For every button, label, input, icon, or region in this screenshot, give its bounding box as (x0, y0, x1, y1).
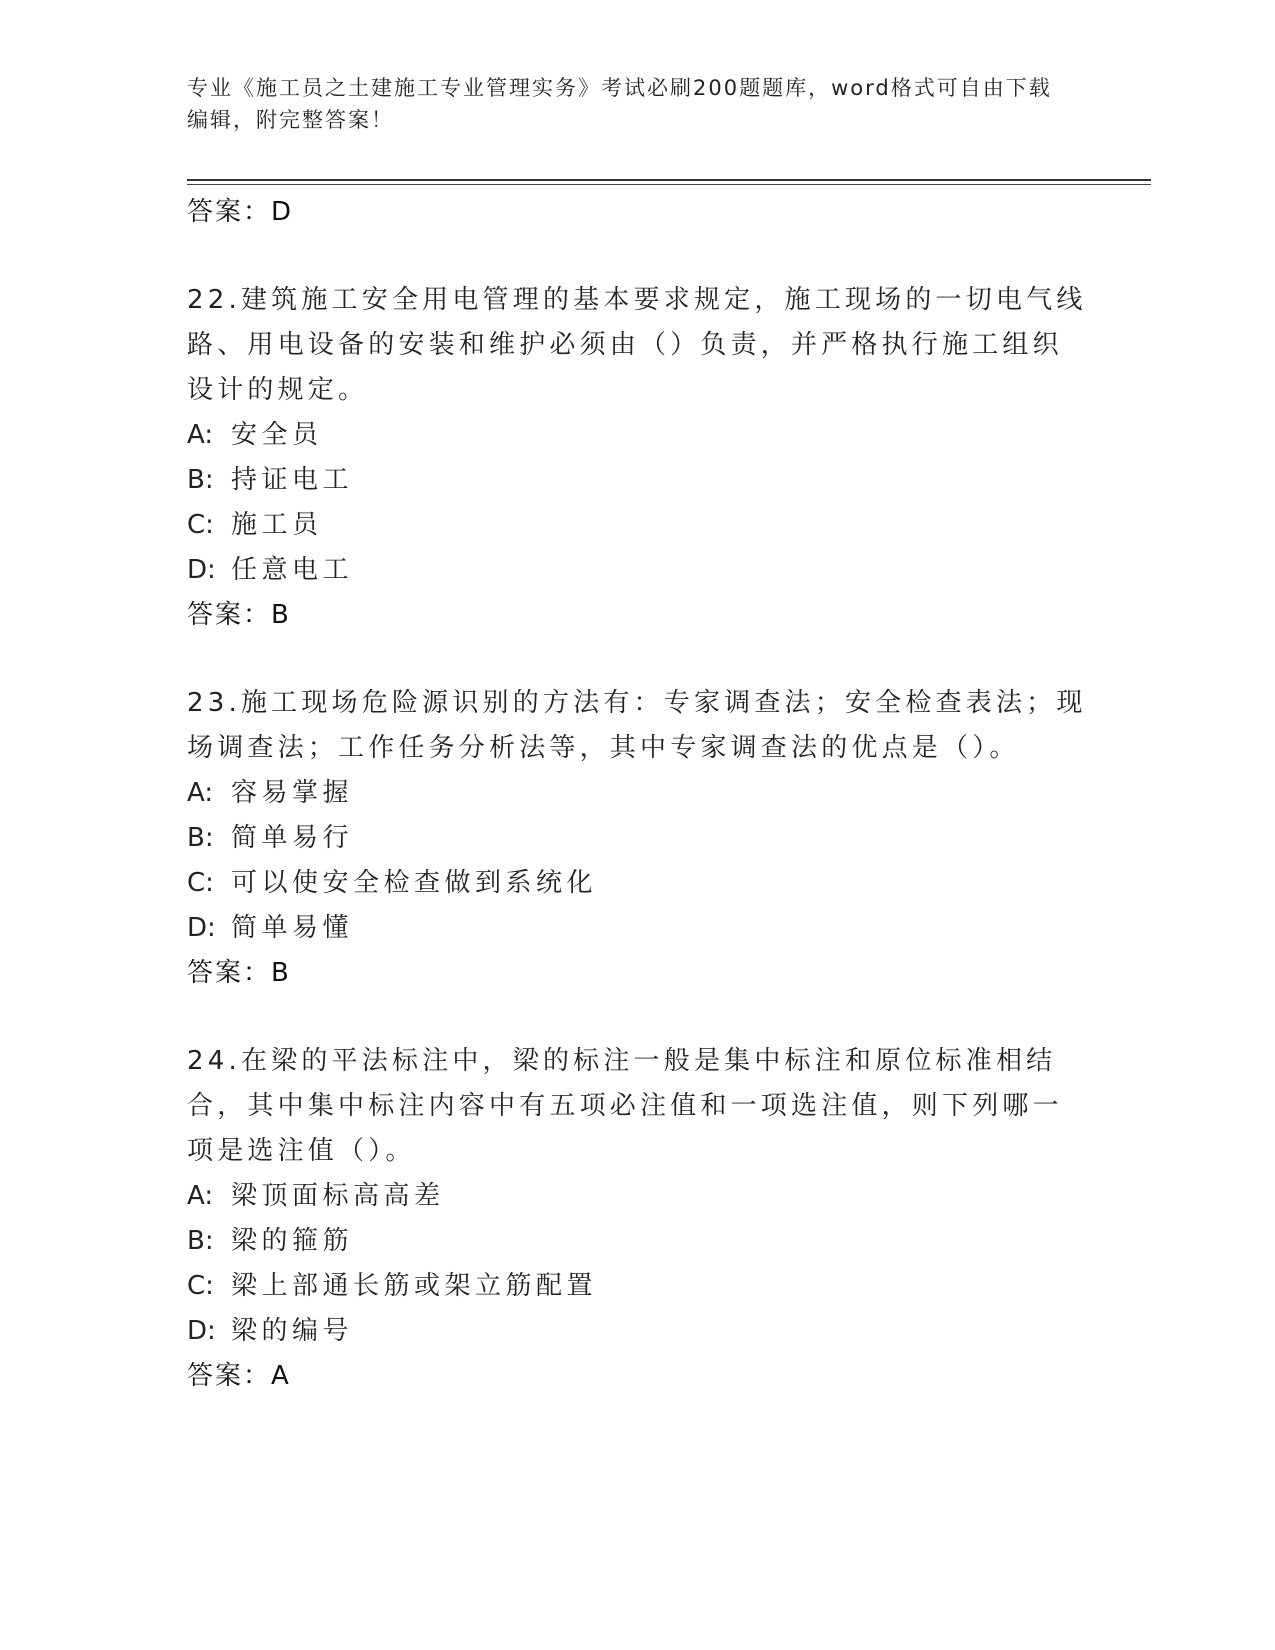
option-letter: A: (187, 1181, 214, 1211)
option-text: 可以使安全检查做到系统化 (231, 868, 598, 898)
question-24 (187, 1039, 1087, 1399)
question-answer: 答案：A (187, 1361, 291, 1391)
option-letter: D: (187, 555, 216, 585)
option-text: 梁顶面标高高差 (231, 1181, 445, 1211)
option-text: 简单易懂 (231, 913, 354, 943)
option-text: 梁的箍筋 (231, 1226, 354, 1256)
option-text: 任意电工 (231, 555, 354, 585)
option-c (187, 503, 1087, 548)
option-b (187, 1219, 1087, 1264)
option-text: 安全员 (231, 420, 323, 450)
question-22 (187, 278, 1087, 638)
question-answer: 答案：B (187, 958, 291, 988)
document-body (187, 190, 1087, 1399)
previous-question-answer: 答案：D (187, 197, 294, 227)
question-stem: 23.施工现场危险源识别的方法有：专家调查法；安全检查表法；现场调查法；工作任务分析法等，其中专家调查法的优点是（）。 (187, 688, 1087, 763)
option-letter: B: (187, 823, 214, 853)
header-divider (187, 179, 1151, 181)
option-letter: C: (187, 510, 214, 540)
option-b (187, 458, 1087, 503)
header-divider-thin (187, 184, 1151, 185)
option-a (187, 771, 1087, 816)
option-d (187, 1309, 1087, 1354)
option-b (187, 816, 1087, 861)
option-a (187, 413, 1087, 458)
option-text: 梁的编号 (231, 1316, 354, 1346)
option-text: 施工员 (231, 510, 323, 540)
option-a (187, 1174, 1087, 1219)
question-stem: 22.建筑施工安全用电管理的基本要求规定，施工现场的一切电气线路、用电设备的安装和维护必须由（）负责，并严格执行施工组织设计的规定。 (187, 285, 1087, 405)
question-stem: 24.在梁的平法标注中，梁的标注一般是集中标注和原位标准相结合，其中集中标注内容中有五项必注值和一项选注值，则下列哪一项是选注值（）。 (187, 1046, 1063, 1166)
option-d (187, 906, 1087, 951)
option-letter: C: (187, 868, 214, 898)
option-letter: D: (187, 1316, 216, 1346)
option-d (187, 548, 1087, 593)
option-letter: A: (187, 778, 214, 808)
option-letter: A: (187, 420, 214, 450)
option-text: 持证电工 (231, 465, 354, 495)
document-header: 专业《施工员之土建施工专业管理实务》考试必刷200题题库，word格式可自由下载编辑，附完整答案！ (187, 76, 1052, 132)
option-text: 梁上部通长筋或架立筋配置 (231, 1271, 598, 1301)
option-c (187, 861, 1087, 906)
option-text: 容易掌握 (231, 778, 354, 808)
option-letter: B: (187, 465, 214, 495)
option-c (187, 1264, 1087, 1309)
question-answer: 答案：B (187, 600, 291, 630)
option-letter: C: (187, 1271, 214, 1301)
option-letter: D: (187, 913, 216, 943)
option-text: 简单易行 (231, 823, 354, 853)
question-23 (187, 681, 1087, 996)
option-letter: B: (187, 1226, 214, 1256)
